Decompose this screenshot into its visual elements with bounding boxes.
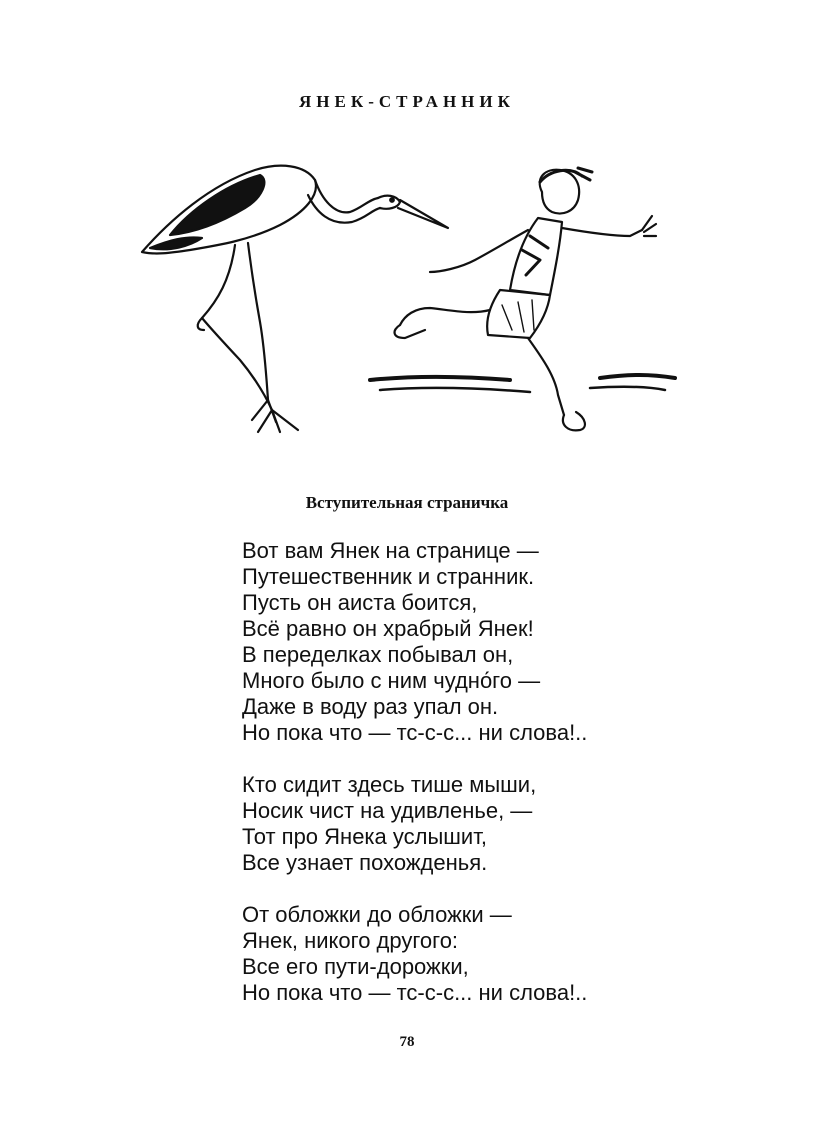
poem-line: Всё равно он храбрый Янек! xyxy=(242,616,534,641)
poem-line: Путешественник и странник. xyxy=(242,564,535,589)
poem xyxy=(242,538,762,1006)
poem-line: Вот вам Янек на странице — xyxy=(242,538,539,563)
page-title: ЯНЕК-СТРАННИК xyxy=(299,92,515,111)
poem-line: Носик чист на удивленье, — xyxy=(242,798,533,823)
poem-line: Но пока что — тс-с-с... ни слова!.. xyxy=(242,980,588,1005)
poem-line: Все его пути-дорожки, xyxy=(242,954,469,979)
stanza-2 xyxy=(242,772,762,876)
poem-subtitle: Вступительная страничка xyxy=(305,493,509,512)
poem-line: Но пока что — тс-с-с... ни слова!.. xyxy=(242,720,588,745)
poem-line: Янек, никого другого: xyxy=(242,928,459,953)
poem-line: Кто сидит здесь тише мыши, xyxy=(242,772,537,797)
stanza-3 xyxy=(242,902,762,1006)
poem-line: Тот про Янека услышит, xyxy=(242,824,487,849)
poem-line: Пусть он аиста боится, xyxy=(242,590,478,615)
poem-line: В переделках побывал он, xyxy=(242,642,514,667)
page-number: 78 xyxy=(399,1034,415,1050)
poem-line: Все узнает похожденья. xyxy=(242,850,488,875)
stanza-1 xyxy=(242,538,762,746)
poem-line: Много было с ним чудно́го — xyxy=(242,668,541,693)
poem-line: Даже в воду раз упал он. xyxy=(242,694,499,719)
boy-drawing xyxy=(370,168,675,430)
illustration xyxy=(130,140,690,440)
poem-line: От обложки до обложки — xyxy=(242,902,512,927)
stork-drawing xyxy=(142,166,448,432)
